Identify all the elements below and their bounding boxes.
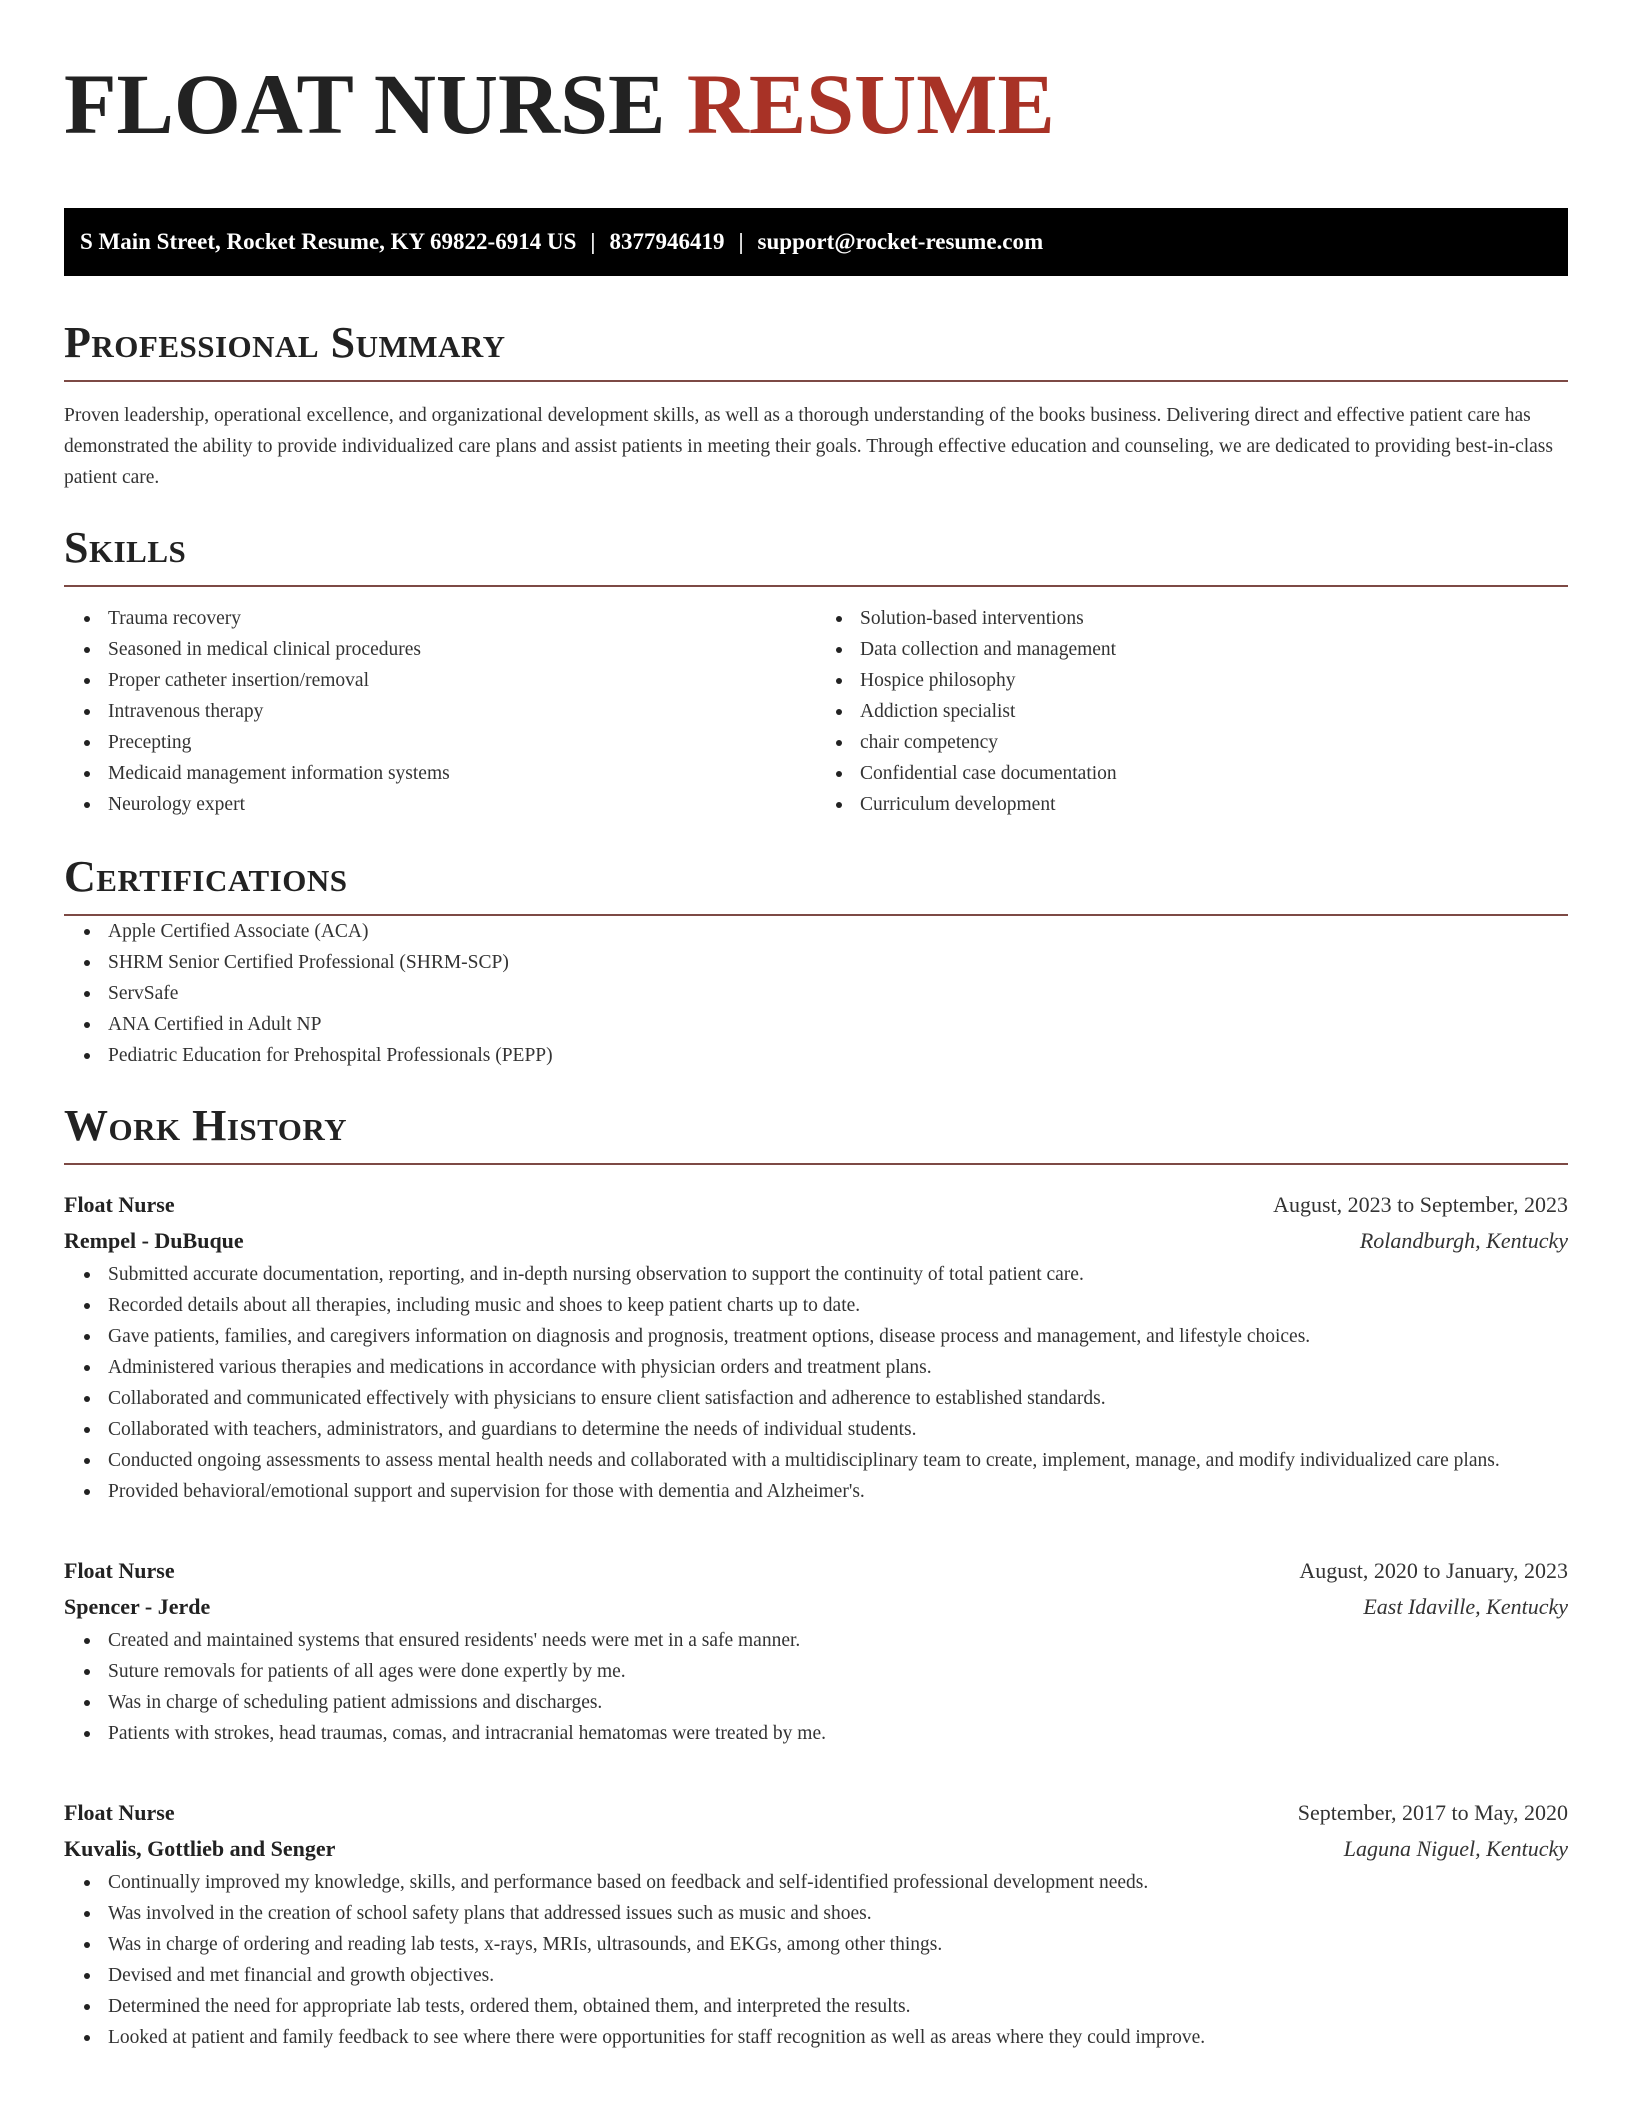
section-divider bbox=[64, 585, 1568, 587]
job-dates: August, 2020 to January, 2023 bbox=[1299, 1558, 1568, 1583]
skills-grid bbox=[64, 603, 1568, 820]
job-header-row bbox=[64, 1187, 1568, 1223]
job-duty-item: Gave patients, families, and caregivers information on diagnosis and prognosis, treatment options, disease process and management, and lifestyle choices. bbox=[64, 1321, 1568, 1352]
job-duty-item: Was involved in the creation of school safety plans that addressed issues such as music and shoes. bbox=[64, 1898, 1568, 1929]
job-company-row bbox=[64, 1831, 1568, 1867]
job-company-row bbox=[64, 1589, 1568, 1625]
contact-separator: | bbox=[738, 229, 744, 254]
contact-address: S Main Street, Rocket Resume, KY 69822-6914 US bbox=[80, 229, 577, 254]
skill-item: Curriculum development bbox=[816, 789, 1568, 820]
job-entry bbox=[64, 1795, 1568, 2053]
skill-item: Intravenous therapy bbox=[64, 696, 816, 727]
job-dates: September, 2017 to May, 2020 bbox=[1297, 1800, 1568, 1825]
skill-item: Neurology expert bbox=[64, 789, 816, 820]
certification-item: Pediatric Education for Prehospital Professionals (PEPP) bbox=[64, 1040, 1568, 1071]
job-header-row bbox=[64, 1553, 1568, 1589]
skill-item: Confidential case documentation bbox=[816, 758, 1568, 789]
job-duty-item: Determined the need for appropriate lab tests, ordered them, obtained them, and interpreted the results. bbox=[64, 1991, 1568, 2022]
skill-item: Proper catheter insertion/removal bbox=[64, 665, 816, 696]
job-title: Float Nurse bbox=[64, 1558, 175, 1583]
certification-item: ServSafe bbox=[64, 978, 1568, 1009]
contact-email: support@rocket-resume.com bbox=[757, 229, 1044, 254]
skill-item: Addiction specialist bbox=[816, 696, 1568, 727]
job-duty-item: Recorded details about all therapies, including music and shoes to keep patient charts up to date. bbox=[64, 1290, 1568, 1321]
job-duty-item: Was in charge of ordering and reading lab tests, x-rays, MRIs, ultrasounds, and EKGs, among other things. bbox=[64, 1929, 1568, 1960]
certifications-list bbox=[64, 916, 1568, 1071]
job-duty-item: Collaborated and communicated effectively with physicians to ensure client satisfaction and adherence to established standards. bbox=[64, 1383, 1568, 1414]
job-duty-item: Devised and met financial and growth objectives. bbox=[64, 1960, 1568, 1991]
job-location: East Idaville, Kentucky bbox=[1363, 1594, 1568, 1619]
title-accent: RESUME bbox=[686, 56, 1055, 152]
section-divider bbox=[64, 1163, 1568, 1165]
summary-section bbox=[64, 318, 1568, 493]
job-company: Spencer - Jerde bbox=[64, 1594, 211, 1619]
work-history-section bbox=[64, 1101, 1568, 2053]
summary-text: Proven leadership, operational excellence, and organizational development skills, as well as a thorough understanding of the books business. Delivering direct and effective patient care has demonstrated the ability to provide individualized care plans and assist patients in meeting their goals. Through effective education and counseling, we are dedicated to providing best-in-class patient care. bbox=[64, 405, 1553, 488]
skill-item: Hospice philosophy bbox=[816, 665, 1568, 696]
job-duty-item: Created and maintained systems that ensured residents' needs were met in a safe manner. bbox=[64, 1625, 1568, 1656]
section-divider bbox=[64, 380, 1568, 382]
skills-section bbox=[64, 523, 1568, 820]
contact-bar bbox=[64, 208, 1568, 276]
job-location: Laguna Niguel, Kentucky bbox=[1343, 1836, 1568, 1861]
title-main: FLOAT NURSE bbox=[64, 56, 666, 152]
contact-separator: | bbox=[590, 229, 596, 254]
certification-item: SHRM Senior Certified Professional (SHRM-SCP) bbox=[64, 947, 1568, 978]
job-entry bbox=[64, 1187, 1568, 1507]
skill-item: Seasoned in medical clinical procedures bbox=[64, 634, 816, 665]
job-duty-item: Was in charge of scheduling patient admissions and discharges. bbox=[64, 1687, 1568, 1718]
job-duty-item: Collaborated with teachers, administrators, and guardians to determine the needs of individual students. bbox=[64, 1414, 1568, 1445]
contact-phone: 8377946419 bbox=[609, 229, 725, 254]
job-duties-list bbox=[64, 1259, 1568, 1507]
skill-item: Medicaid management information systems bbox=[64, 758, 816, 789]
job-dates: August, 2023 to September, 2023 bbox=[1273, 1192, 1568, 1217]
job-duty-item: Suture removals for patients of all ages were done expertly by me. bbox=[64, 1656, 1568, 1687]
skill-item: chair competency bbox=[816, 727, 1568, 758]
job-duties-list bbox=[64, 1625, 1568, 1749]
job-duty-item: Patients with strokes, head traumas, comas, and intracranial hematomas were treated by me. bbox=[64, 1718, 1568, 1749]
job-duty-item: Continually improved my knowledge, skills, and performance based on feedback and self-identified professional development needs. bbox=[64, 1867, 1568, 1898]
work-history-heading: Work History bbox=[64, 1101, 348, 1150]
skill-item: Data collection and management bbox=[816, 634, 1568, 665]
skills-list-right bbox=[816, 603, 1568, 820]
skill-item: Solution-based interventions bbox=[816, 603, 1568, 634]
job-duty-item: Submitted accurate documentation, reporting, and in-depth nursing observation to support the continuity of total patient care. bbox=[64, 1259, 1568, 1290]
job-title: Float Nurse bbox=[64, 1192, 175, 1217]
job-company: Kuvalis, Gottlieb and Senger bbox=[64, 1836, 336, 1861]
skills-list-left bbox=[64, 603, 816, 820]
job-duty-item: Conducted ongoing assessments to assess mental health needs and collaborated with a multidisciplinary team to create, implement, manage, and modify individualized care plans. bbox=[64, 1445, 1568, 1476]
job-duties-list bbox=[64, 1867, 1568, 2053]
job-company-row bbox=[64, 1223, 1568, 1259]
job-title: Float Nurse bbox=[64, 1800, 175, 1825]
job-duty-item: Provided behavioral/emotional support and supervision for those with dementia and Alzheimer's. bbox=[64, 1476, 1568, 1507]
certification-item: ANA Certified in Adult NP bbox=[64, 1009, 1568, 1040]
summary-heading: Professional Summary bbox=[64, 318, 506, 367]
job-entry bbox=[64, 1553, 1568, 1749]
job-duty-item: Administered various therapies and medications in accordance with physician orders and treatment plans. bbox=[64, 1352, 1568, 1383]
skill-item: Trauma recovery bbox=[64, 603, 816, 634]
skills-heading: Skills bbox=[64, 523, 187, 572]
skill-item: Precepting bbox=[64, 727, 816, 758]
job-duty-item: Looked at patient and family feedback to see where there were opportunities for staff recognition as well as areas where they could improve. bbox=[64, 2022, 1568, 2053]
job-company: Rempel - DuBuque bbox=[64, 1228, 244, 1253]
job-location: Rolandburgh, Kentucky bbox=[1359, 1228, 1568, 1253]
certifications-heading: Certifications bbox=[64, 852, 348, 901]
certifications-section bbox=[64, 852, 1568, 1071]
resume-title bbox=[64, 56, 1568, 152]
job-header-row bbox=[64, 1795, 1568, 1831]
certification-item: Apple Certified Associate (ACA) bbox=[64, 916, 1568, 947]
